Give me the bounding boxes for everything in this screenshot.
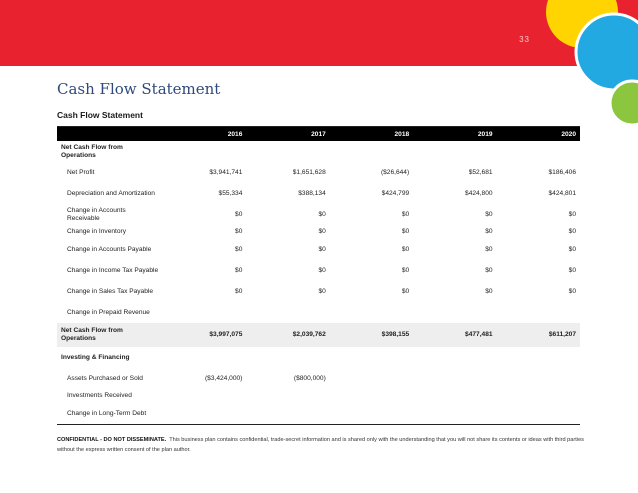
value-cell: ($3,424,000) [204, 374, 243, 382]
value-cell: $0 [235, 266, 243, 274]
value-cell: ($800,000) [293, 374, 326, 382]
value-cell [246, 403, 329, 424]
group-row [57, 347, 580, 368]
value-cell [330, 389, 413, 403]
total-row [57, 323, 580, 347]
value-cell: $0 [318, 287, 326, 295]
table-row [57, 183, 580, 204]
value-cell: $0 [235, 245, 243, 253]
header-label-cell [57, 127, 163, 141]
value-cell: $0 [401, 266, 410, 274]
blue-circle-icon [576, 14, 638, 90]
row-label: Change in Sales Tax Payable [67, 287, 154, 295]
value-cell: $0 [485, 287, 493, 295]
table-row [57, 239, 580, 260]
value-cell: $186,406 [548, 168, 576, 176]
row-label: Assets Purchased or Sold [67, 374, 143, 382]
row-label: Investing & Financing [61, 353, 130, 361]
value-cell: $0 [401, 287, 410, 295]
value-cell: $611,207 [497, 323, 580, 347]
value-cell: $0 [318, 210, 326, 218]
value-cell [330, 403, 413, 424]
value-cell: $0 [235, 287, 243, 295]
value-cell: $0 [318, 228, 326, 235]
table-row [57, 302, 580, 323]
value-cell [330, 302, 413, 323]
value-cell [413, 302, 496, 323]
value-cell [163, 302, 246, 323]
value-cell: $0 [235, 228, 243, 235]
table-row [57, 389, 580, 403]
column-header: 2020 [497, 127, 580, 141]
value-cell [497, 347, 580, 368]
table-row [57, 260, 580, 281]
footer-divider [57, 424, 580, 425]
value-cell: $0 [318, 245, 326, 253]
value-cell [413, 141, 496, 162]
table-row [57, 368, 580, 389]
value-cell: $0 [401, 228, 410, 235]
value-cell: $424,800 [465, 189, 493, 197]
value-cell: $0 [568, 287, 576, 295]
column-header: 2018 [330, 127, 413, 141]
row-label: Change in Prepaid Revenue [67, 308, 150, 316]
value-cell [497, 368, 580, 389]
value-cell: $0 [485, 266, 493, 274]
value-cell [413, 347, 496, 368]
row-label: Change in Long-Term Debt [67, 409, 147, 417]
value-cell: $1,651,628 [292, 168, 326, 176]
value-cell: $52,681 [468, 168, 493, 176]
value-cell [413, 368, 496, 389]
value-cell: ($26,644) [380, 168, 410, 176]
value-cell: $0 [401, 210, 410, 218]
value-cell: $0 [568, 210, 576, 218]
row-label: Net Profit [67, 168, 95, 176]
disclaimer-text: This business plan contains confidential, trade-secret information and is shared only with the understanding that you will not share its contents or ideas with third parties without the express written consent of the plan author. [57, 437, 584, 453]
value-cell [246, 347, 329, 368]
value-cell: $3,997,075 [163, 323, 246, 347]
value-cell: $2,039,762 [246, 323, 329, 347]
value-cell: $424,801 [548, 189, 576, 197]
value-cell [330, 368, 413, 389]
value-cell [163, 347, 246, 368]
table-row [57, 403, 580, 424]
value-cell: $0 [568, 228, 576, 235]
column-header: 2016 [163, 127, 246, 141]
row-label: Change in Income Tax Payable [67, 266, 159, 274]
value-cell: $424,799 [381, 189, 410, 197]
table-row [57, 162, 580, 183]
value-cell [246, 302, 329, 323]
value-cell [163, 141, 246, 162]
value-cell [330, 347, 413, 368]
value-cell: $0 [485, 245, 493, 253]
value-cell: $0 [485, 210, 493, 218]
row-label: Net Cash Flow from Operations [57, 323, 163, 347]
table-row [57, 204, 580, 225]
value-cell: $477,481 [413, 323, 496, 347]
value-cell: $398,155 [330, 323, 413, 347]
row-label: Change in Inventory [67, 228, 127, 235]
value-cell [330, 141, 413, 162]
row-label: Change in Accounts Receivable [67, 206, 126, 222]
value-cell [246, 389, 329, 403]
value-cell [413, 403, 496, 424]
value-cell [497, 403, 580, 424]
row-label: Change in Accounts Payable [67, 245, 152, 253]
page-number: 33 [519, 35, 530, 44]
page-title: Cash Flow Statement [57, 80, 221, 98]
row-label: Depreciation and Amortization [67, 189, 155, 197]
group-row [57, 141, 580, 162]
section-title: Cash Flow Statement [57, 110, 143, 120]
cash-flow-table [57, 127, 580, 424]
value-cell: $55,334 [218, 189, 243, 197]
value-cell: $0 [401, 245, 410, 253]
row-label: Investments Received [67, 392, 132, 399]
table-header-row [57, 127, 580, 141]
row-label: Net Cash Flow from Operations [61, 143, 123, 159]
table-row [57, 281, 580, 302]
value-cell: $0 [568, 245, 576, 253]
value-cell [163, 403, 246, 424]
value-cell: $3,941,741 [209, 168, 243, 176]
column-header: 2017 [246, 127, 329, 141]
value-cell [497, 302, 580, 323]
value-cell: $0 [568, 266, 576, 274]
table-row [57, 225, 580, 239]
value-cell [497, 389, 580, 403]
value-cell: $388,134 [298, 189, 326, 197]
value-cell [413, 389, 496, 403]
value-cell [163, 389, 246, 403]
value-cell: $0 [235, 210, 243, 218]
column-header: 2019 [413, 127, 496, 141]
value-cell: $0 [318, 266, 326, 274]
value-cell [246, 141, 329, 162]
confidentiality-notice [57, 435, 587, 455]
confidential-label: CONFIDENTIAL - DO NOT DISSEMINATE. [57, 437, 167, 443]
value-cell [497, 141, 580, 162]
value-cell: $0 [485, 228, 493, 235]
